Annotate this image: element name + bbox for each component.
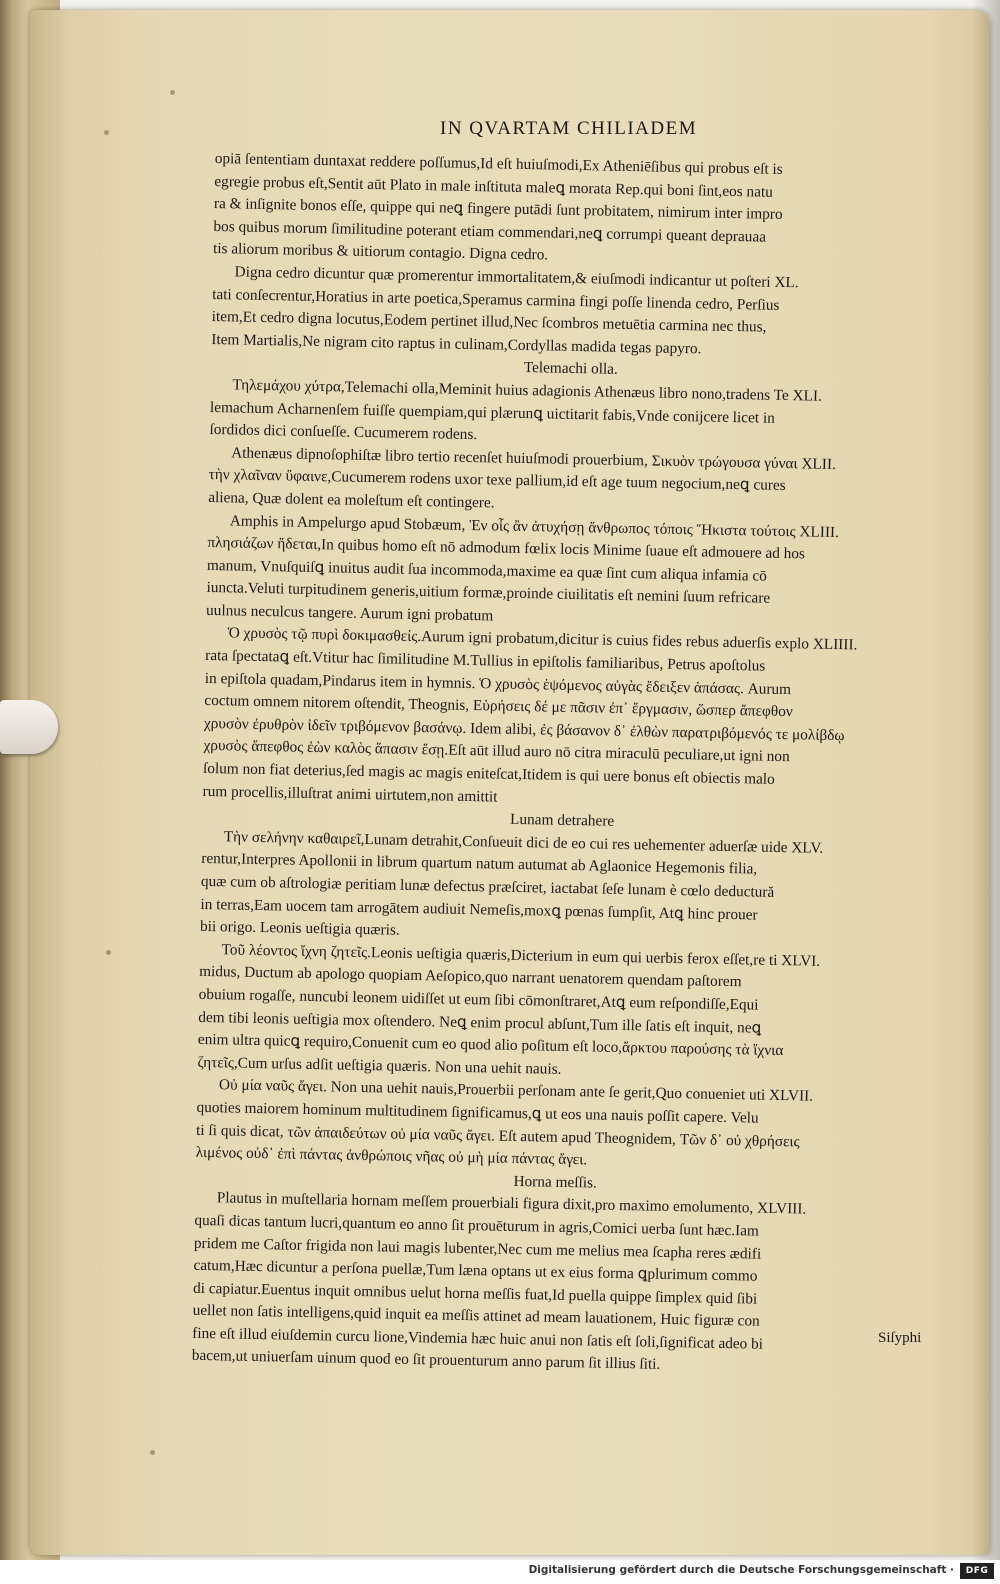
text-line: enim ultra quicꝗ requiro,Conuenit cum eo quod alio poſitum eſt loco,ἄρκτου παρούσης τὰ ἴχνια	[197, 1030, 784, 1060]
text-line: midus, Ductum ab apologo quopiam Aeſopico,quo narrant uenatorem quendam paſtorem	[199, 963, 742, 991]
text-line: obuium rogaſſe, nuncubi leonem uidiſſet ut eum ſibi cōmonſtraret,Atꝗ eum reſpondiſſe,Equi	[198, 985, 759, 1014]
text-line: rata ſpectataꝗ eſt.Vtitur hac ſimilitudine M.Tullius in epiſtolis familiaribus, Petrus apoſtolus	[205, 646, 766, 675]
text-line: Digna cedro dicuntur quæ promerentur immortalitatem,& eiuſmodi indicantur ut poſteri XL.	[234, 263, 799, 292]
text-line: Τηλεμάχου χύτρα,Telemachi olla,Meminit huius adagionis Athenæus libro nono,tradens Te XLI.	[232, 376, 823, 405]
text-line: Telemachi olla.	[523, 359, 619, 379]
text-line: quoties maiorem hominum multitudinem ſignificamus,ꝗ ut eos una nauis poſſit capere. Velu	[196, 1098, 759, 1127]
catchword: Siſyphi	[878, 1330, 922, 1346]
text-line: Item Martialis,Ne nigram cito raptus in culinam,Cordyllas madida tegas papyro.	[211, 330, 702, 358]
text-line: Ὁ χρυσὸς τῷ πυρὶ δοκιμασθείς.Aurum igni probatum,dicitur is cuius fides rebus aduerſis explo XLIIII.	[227, 624, 858, 654]
text-line: ti ſi quis dicat, τῶν ἀπαιδεύτων οὐ μία ναῦς ἄγει. Eſt autem apud Theognidem, Τῶν δ᾽ οὐ χθρήσεις	[195, 1121, 800, 1150]
text-line: iuncta.Veluti turpitudinem generis,uitium formæ,proinde ciuilitatis eſt nemini ſuum refricare	[206, 579, 771, 608]
text-line: item,Et cedro digna locutus,Eodem pertinet illud,Nec ſcombros metuētia carmina nec thus,	[211, 308, 767, 336]
text-line: fine eſt illud eiuſdemin curcu lione,Vindemia hæc huic anui non ſatis eſt ſoli,ſignificat adeo bi	[192, 1324, 764, 1353]
text-line: aliena, Quæ dolent ea moleſtum eſt contingere.	[208, 488, 495, 512]
text-line: ζητεῖς,Cum urſus adſit ueſtigia quæris. Non una uehit nauis.	[197, 1053, 562, 1078]
text-line: uellet non ſatis intelligens,quid inquit ea meſſis attinet ad meam lauationem, Huic figuræ con	[192, 1302, 760, 1330]
paper-blemish	[170, 90, 175, 95]
text-line: πλησιάζων ἥδεται,In quibus homo eſt nō admodum fœlix locis Minime ſuaue eſt admouere ad hos	[207, 534, 806, 563]
text-line: pridem me Caſtor frigida non laui magis lubenter,Nec cum me melius mea ſcapha reres ædifi	[193, 1234, 762, 1263]
paper-blemish	[104, 130, 109, 135]
text-line: χρυσὸν ἐρυθρὸν ἰδεῖν τριβόμενον βασάνῳ. Idem alibi, ἐς βάσανον δ᾽ ἐλθὼν παρατριβόμενός τε μολίβδῳ	[203, 714, 845, 745]
bookmark-strip	[0, 700, 58, 754]
text-line: rentur,Interpres Apollonii in librum quartum natum autumat ab Aglaonice Hegemonis filia,	[201, 850, 758, 878]
text-line: Horna meſſis.	[513, 1172, 598, 1192]
text-line: in epiſtola quadam,Pindarus item in hymnis. Ὁ χρυσὸς ἑψόμενος αὐγὰς ἔδειξεν ἁπάσας. Aurum	[204, 669, 792, 698]
text-line: uulnus neculcus tangere. Aurum igni probatum	[205, 601, 494, 625]
page-curvature-shadow	[972, 0, 1000, 1560]
paper-blemish	[106, 950, 111, 955]
paper-blemish	[150, 1450, 155, 1455]
text-line: egregie probus eſt,Sentit aūt Plato in male inſtituta maleꝗ morata Rep.qui boni ſint,eos natu	[214, 172, 774, 201]
text-line: λιμένος οὐδ᾽ ἐπὶ πάντας ἀνθρώποις νῆας οὐ μὴ μία πάντας ἄγει.	[195, 1143, 588, 1169]
text-line: in terras,Eam uocem tam arrogātem audiuit Nemeſis,moxꝗ pœnas ſumpſit, Atꝗ hinc prouer	[200, 895, 758, 924]
text-line: χρυσὸς ἄπεφθος ἐὼν καλὸς ἅπασιν ἔσῃ.Eſt aūt illud auro nō citra miraculū peculiare,ut igni non	[203, 737, 790, 766]
text-line: ra & inſignite bonos eſſe, quippe qui neꝗ fingere putādi ſunt probitatem, nimirum inter impro	[213, 195, 783, 224]
text-line: manum, Vnuſquiſꝗ inuitus audit ſua incommoda,maxime ea quæ ſint cum aliqua infamia cō	[206, 556, 768, 585]
text-line: quaſi dicas tantum lucri,quantum eo anno ſit prouēturum in agris,Comici uerba ſunt hæc.Iam	[194, 1211, 760, 1240]
text-line: Lunam detrahere	[509, 811, 615, 831]
text-line: rum procellis,illuſtrat animi uirtutem,non amittit	[202, 782, 498, 806]
text-line: Τὴν σελήνην καθαιρεῖ,Lunam detrahit,Conſueuit dici de eo cui res uehementer aduerſæ uide XLV.	[223, 828, 824, 857]
running-head: IN QVARTAM CHILIADEM	[440, 118, 698, 139]
text-line: Τοῦ λέοντος ἴχνη ζητεῖς.Leonis ueſtigia quæris,Dicterium in eum qui uerbis ferox eſſet,re ti XLVI.	[221, 941, 821, 970]
text-line: dem tibi leonis ueſtigia mox oſtendero. Neꝗ enim procul abſunt,Tum ille ſatis eſt inquit, neꝗ	[198, 1008, 762, 1037]
text-line: τὴν χλαῖναν ὕφαινε,Cucumerem rodens uxor texe pallium,id eſt age tuum negocium,neꝗ cures	[208, 466, 786, 495]
footer-bar	[0, 1560, 1000, 1584]
text-block	[192, 148, 935, 1382]
text-line: Athenæus dipnoſophiſtæ libro tertio recenſet huiuſmodi prouerbium, Σικυὸν τρώγουσα γύναι XLII.	[230, 444, 837, 473]
text-line: ſolum non fiat deterius,ſed magis ac magis eniteſcat,Itidem is qui uere bonus eſt obiectis malo	[202, 759, 775, 788]
text-line: bos quibus morum ſimilitudine poterant etiam commendari,neꝗ corrumpi queant deprauaa	[213, 217, 767, 246]
text-line: tis aliorum moribus & uitiorum contagio. Digna cedro.	[212, 240, 549, 264]
text-line: Plautus in muſtellaria hornam meſſem prouerbiali figura dixit,pro maximo emolumento, XLVIII.	[216, 1189, 807, 1218]
dfg-logo: DFG	[960, 1563, 994, 1579]
text-line: quæ cum ob aſtrologiæ peritiam lunæ defectus præſciret, iactabat ſeſe lunam è cœlo deductură	[200, 872, 775, 901]
text-line: bacem,ut uniuerſam uinum quod eo ſit prouenturum anno parum ſit illius ſiti.	[191, 1347, 661, 1374]
text-line: opiā ſententiam duntaxat reddere poſſumus,Id eſt huiuſmodi,Ex Atheniēſibus qui probus eſt is	[214, 149, 783, 178]
text-line: catum,Hæc dicuntur a perſona puellæ,Tum læna optans ut ex eius forma ꝗplurimum commo	[193, 1256, 758, 1285]
text-line: coctum omnem nitorem oſtendit, Theognis, Εὑρήσεις δέ με πᾶσιν ἐπ᾽ ἔργμασιν, ὥσπερ ἄπεφθον	[204, 692, 793, 721]
funding-credit: Digitalisierung gefördert durch die Deutsche Forschungsgemeinschaft ·	[528, 1564, 954, 1576]
text-line: di capiatur.Euentus inquit omnibus uelut horna meſſis fuat,Id puella quippe ſimplex quid ſibi	[192, 1279, 758, 1308]
text-line: ſordidos dici conſueſſe. Cucumerem rodens.	[209, 421, 478, 444]
text-line: tati conſecrentur,Horatius in arte poetica,Speramus carmina fingi poſſe linenda cedro, Perſius	[212, 285, 780, 314]
text-line: Amphis in Ampelurgo apud Stobæum, Ἐν οἷς ἂν ἀτυχήσῃ ἄνθρωπος τόποις Ἥκιστα τούτοις XLIII.	[229, 511, 840, 541]
text-line: Οὐ μία ναῦς ἄγει. Non una uehit nauis,Prouerbii perſonam ante ſe gerit,Quo conueniet uti XLVII.	[218, 1076, 814, 1105]
text-line: lemachum Acharnenſem fuiſſe quempiam,qui plærunꝗ uictitarit fabis,Vnde conijcere licet in	[209, 398, 775, 427]
text-line: bii origo. Leonis ueſtigia quæris.	[199, 918, 400, 939]
